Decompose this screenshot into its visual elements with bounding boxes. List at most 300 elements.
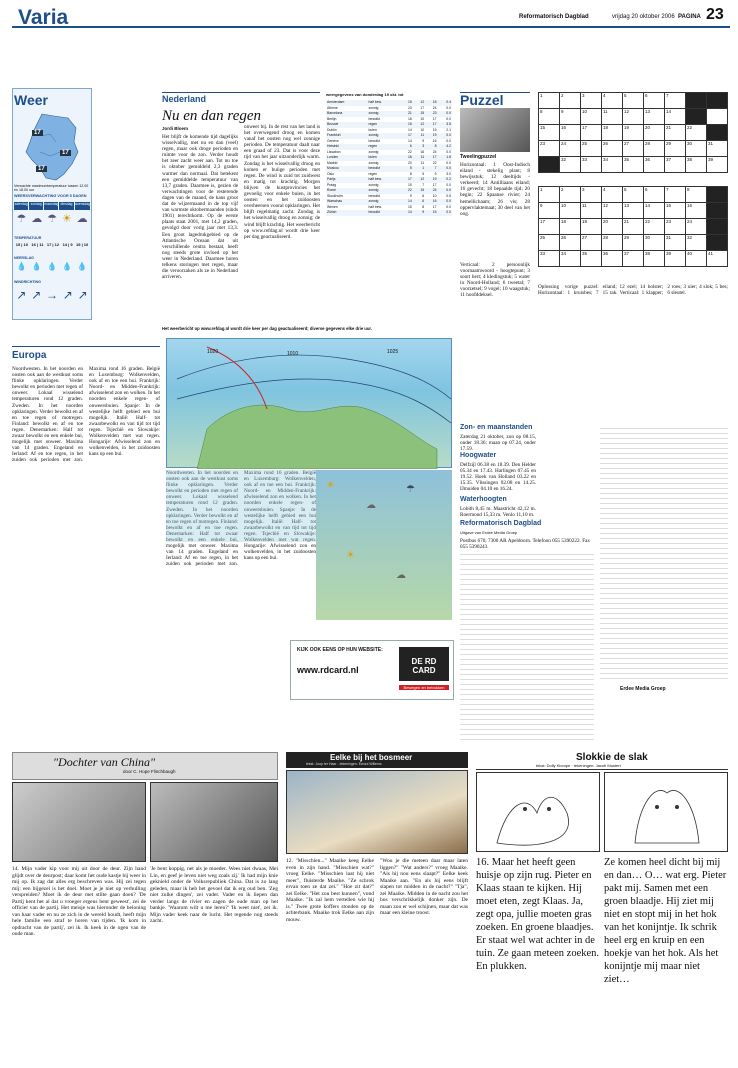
crossword-cell[interactable]: 35 bbox=[623, 157, 644, 173]
crossword-cell[interactable]: 27 bbox=[623, 141, 644, 157]
weer-table-cell: regen bbox=[368, 122, 378, 126]
sun-cloud-icon: ☀ bbox=[61, 213, 72, 225]
crossword-cell[interactable]: 33 bbox=[581, 157, 602, 173]
weer-table-cell: 3 bbox=[422, 144, 425, 148]
weer-table-cell: 7 bbox=[422, 182, 425, 187]
tweeling-title: Tweelingpuzzel bbox=[460, 154, 497, 160]
wind-icons bbox=[14, 288, 90, 303]
weer-table-cell: Oslo bbox=[327, 171, 334, 176]
weer-table-cell: 8 bbox=[409, 171, 412, 176]
colofon-title: Reformatorisch Dagblad bbox=[460, 520, 542, 527]
weer-table-cell: 19 bbox=[432, 177, 437, 181]
crossword-grid-1[interactable] bbox=[538, 92, 728, 173]
weer-table-cell: buien bbox=[368, 127, 377, 132]
weer-table-cell: zonnig bbox=[368, 199, 379, 203]
europe-weather-map bbox=[166, 338, 452, 468]
weer-table-cell: 9 bbox=[422, 210, 425, 214]
crossword-cell[interactable]: 36 bbox=[644, 157, 665, 173]
weer-table-cell: 6 bbox=[422, 199, 425, 203]
weer-table-cell: 15 bbox=[408, 122, 412, 126]
puzzel-photo bbox=[460, 108, 530, 152]
weer-table-cell: Athene bbox=[327, 105, 338, 110]
weer-table-cell: bewolkt bbox=[368, 210, 380, 214]
crossword-cell[interactable]: 2 bbox=[560, 187, 581, 203]
groep-label: Erdee Media Groep bbox=[620, 686, 666, 692]
crossword-cell[interactable]: 4 bbox=[602, 93, 623, 109]
comic3-panel-1 bbox=[476, 772, 600, 852]
crossword-cell[interactable]: 6 bbox=[644, 187, 665, 203]
weer-table-cell: half bew. bbox=[368, 177, 382, 181]
crossword-cell[interactable]: 39 bbox=[665, 251, 686, 267]
weer-table-cell: 18 bbox=[432, 100, 437, 104]
comic3-text-2: Ze komen heel dicht bij mij en dan… O… wat erg. Pieter pakt mij. Samen met een groen blaadje. Hij ziet mij niet en stopt mij in het hok van het konijntje. Ik schrik heel erg en kruip en een hoekje van het hok. Als het konijntje mij maar niet ziet… bbox=[604, 857, 727, 985]
crossword-cell[interactable]: 28 bbox=[644, 141, 665, 157]
crossword-cell[interactable]: 1 bbox=[539, 187, 560, 203]
weer-table-cell: 14 bbox=[408, 138, 412, 143]
weer-table-cell: Genève bbox=[327, 138, 339, 143]
crossword-cell[interactable]: 18 bbox=[560, 219, 581, 235]
crossword-cell[interactable]: 34 bbox=[560, 251, 581, 267]
crossword-cell[interactable]: 23 bbox=[539, 141, 560, 157]
weer-table-cell: Stockholm bbox=[327, 193, 343, 198]
europa-label: Europa bbox=[12, 350, 47, 361]
europa-text: Noordwesten. In het noorden en oosten ook aan de westkust soms flinke opklaringen. Verder bewolkt en perioden met regen of onweer. Lokaal wisselend temperaturen rond 12 graden. Zweden. In het noorden opklaringen. Verder bewolkt en af en toe regen of motregen. Finland: bewolkt en af en toe regen. Denemarken: Half tot zwaar bewolkt en een enkele bui, mogelijk met onweer. Maxima van 14 graden. Engeland en Ierland: Af en toe regen, in het zuiden ook perioden met zon. Maxima rond 16 graden. België en Luxemburg: Wolkenvelden, ook af en toe een bui. Frankrijk: Noord- en Midden-Frankrijk: afwisselend zon en wolken. In het noorden enkele regen- of onweersbuien. Spanje: In de westelijke helft gebied een bui mogelijk. Italië: Half- tot zwaarbewolkt en van tijd tot tijd regen. Tsjechië en Slowakije: Wolkenvelden met wat regen. Hongarije: Afwisselend zon en wolkenvelden, in het zuidoosten kans op een bui. bbox=[12, 366, 160, 464]
nederland-rule bbox=[162, 92, 320, 93]
weer-table-cell: 15 bbox=[408, 182, 412, 187]
weer-table-cell: 10 bbox=[432, 193, 437, 198]
zon-title: Zon- en maanstanden bbox=[460, 424, 533, 431]
maxmin-value: 14 | 9 bbox=[62, 242, 73, 247]
weer-table-cell: 8 bbox=[422, 204, 425, 209]
weer-table-cell: 0.5 bbox=[446, 193, 451, 198]
crossword-cell[interactable]: 27 bbox=[581, 235, 602, 251]
weer-table-cell: bewolkt bbox=[368, 116, 380, 121]
cloud-icon: ☁ bbox=[366, 500, 376, 511]
weer-table-cell: 11 bbox=[420, 133, 425, 137]
crossword-cell[interactable]: 1 bbox=[539, 93, 560, 109]
weer-table-cell: 17 bbox=[432, 204, 437, 209]
weer-table-cell: bewolkt bbox=[368, 193, 380, 198]
crossword-cell[interactable]: 11 bbox=[602, 109, 623, 125]
forecast-day: zondag bbox=[29, 202, 43, 210]
nederland-col1: Het blijft de komende tijd dagelijks wisselvallig, met nu en dan (veel) regen, maar ook droge perioden en ruimte voor de zon. Verder houdt het zeer zacht weer aan. Tot nu toe is oktober gemiddeld 2,3 graden warmer dan normaal. Dat betekent een gemiddelde temperatuur van 13,7 graden. Daarmee is, gezien de verwachtingen voor de resterende dagen van de maand, de kans groot dat de wijzermaand in de top vijf van warmste oktobermaanden (sinds 1901) terechtkomt. Op de eerste plaats staat 2001, met 14,2 graden, gevolgd door vorig jaar met 13,3. Een groot lagedrukgebied op de Atlantische Oceaan dat uit verschillende centra bestaat, heeft nog steeds grote invloed op het weer in Nederland. Daarmee horen telkens storingen met regen, maar die veroorzaken als ze in Nederland arriveren. bbox=[162, 134, 238, 281]
weer-table-cell: Berlijn bbox=[327, 116, 337, 121]
puzzel-verticaal: Verticaal: 2 persoonlijk voornaamwoord - hoogtepunt; 3 soort hert; 4 kledingstuk; 5 water in Noord-Holland; 6 tweetal; 7 voorzetsel; 9 vogel; 10 waagstuk; 11 hoofddeksel. bbox=[460, 262, 530, 299]
weer-table-cell: 0.0 bbox=[446, 105, 451, 110]
crossword-cell[interactable]: 31 bbox=[665, 235, 686, 251]
ad-text: KIJK OOK EENS OP HUN WEBSITE: bbox=[297, 647, 383, 653]
nederland-headline: Nu en dan regen bbox=[162, 108, 262, 124]
crossword-cell[interactable]: 32 bbox=[686, 235, 707, 251]
weer-table-cell: 11 bbox=[420, 160, 425, 165]
map-pressure-label: 1020 bbox=[207, 349, 219, 355]
crossword-cell[interactable]: 6 bbox=[644, 93, 665, 109]
crossword-cell[interactable]: 14 bbox=[665, 109, 686, 125]
weer-table-cell: 16 bbox=[420, 149, 425, 154]
crossword-cell[interactable]: 26 bbox=[602, 141, 623, 157]
weer-table-cell: 0.0 bbox=[446, 111, 451, 115]
crossword-cell[interactable]: 24 bbox=[686, 219, 707, 235]
netherlands-map bbox=[20, 112, 80, 182]
ad-url[interactable]: www.rdcard.nl bbox=[297, 665, 359, 675]
weer-table-cell: regen bbox=[368, 144, 378, 148]
puzzel-oplossing: Oplossing vorige puzzel: Horizontaal: 1 kruisbes; 7 eiland; 12 ezel; 14 bolster; 15 tak. Verticaal: 1 klapper; 2 roes; 3 uier; 4 slok; 5 bes; 6 sleutel. bbox=[538, 284, 728, 297]
crossword-cell[interactable]: 10 bbox=[581, 109, 602, 125]
crossword-cell[interactable]: 12 bbox=[623, 109, 644, 125]
weer-table-cell: 17 bbox=[432, 155, 437, 159]
crossword-cell[interactable]: 21 bbox=[665, 125, 686, 141]
weer-table-cell: Madrid bbox=[327, 160, 338, 165]
weer-table-cell: Zürich bbox=[327, 210, 337, 214]
weer-table-cell: Parijs bbox=[327, 177, 336, 181]
cloud-rain-icon: ☂ bbox=[16, 213, 27, 225]
crossword-cell[interactable]: 4 bbox=[602, 187, 623, 203]
weer-table-cell: 0.0 bbox=[446, 133, 451, 137]
raindrop-icon: 💧 bbox=[31, 262, 42, 271]
crossword-cell[interactable]: 35 bbox=[581, 251, 602, 267]
crossword-cell[interactable]: 38 bbox=[686, 157, 707, 173]
weer-table-cell: 9 bbox=[409, 193, 412, 198]
weer-table-cell: 11 bbox=[420, 155, 425, 159]
crossword-cell[interactable]: 17 bbox=[539, 219, 560, 235]
crossword-cell[interactable]: 28 bbox=[602, 235, 623, 251]
weer-table-cell: 10 bbox=[420, 116, 425, 121]
maxmin-value: 17 | 12 bbox=[46, 242, 60, 247]
weer-table-cell: 3.5 bbox=[446, 122, 451, 126]
crossword-cell[interactable]: 9 bbox=[560, 109, 581, 125]
weer-table-cell: 23 bbox=[408, 105, 412, 110]
weer-table-cell: Praag bbox=[327, 182, 337, 187]
weer-table-cell: zonnig bbox=[368, 188, 379, 192]
ad-brand: DE RD CARD bbox=[399, 647, 449, 681]
europa-text-cont: Noordwesten. In het noorden en oosten ook aan de westkust soms flinke opklaringen. Verder bewolkt en perioden met regen of onweer. Lokaal wisselend temperaturen rond 12 graden. Zweden. In het noorden opklaringen. Verder bewolkt en af en toe regen of motregen. Finland: bewolkt en af en toe regen. Denemarken: Half tot zwaar bewolkt en een enkele bui, mogelijk met onweer. Maxima van 14 graden. Engeland en Ierland: Af en toe regen, in het zuiden ook perioden met zon. Maxima rond 16 graden. België en Luxemburg: Wolkenvelden, ook af en toe een bui. Frankrijk: Noord- en Midden-Frankrijk: afwisselend zon en wolken. In het noorden enkele regen- of onweersbuien. Spanje: In de westelijke helft gebied een bui mogelijk. Italië: Half- tot zwaarbewolkt en van tijd tot tijd regen. Tsjechië en Slowakije: Wolkenvelden met wat regen. Hongarije: Afwisselend zon en wolkenvelden, in het zuidoosten kans op een bui. bbox=[166, 470, 316, 568]
crossword-cell[interactable]: 11 bbox=[581, 203, 602, 219]
crossword-cell[interactable]: 25 bbox=[581, 141, 602, 157]
crossword-cell bbox=[707, 203, 728, 219]
comic2-header bbox=[286, 752, 468, 768]
weer-table-cell: 15 bbox=[408, 100, 412, 104]
crossword-cell[interactable]: 20 bbox=[602, 219, 623, 235]
weer-table-cell: 0.4 bbox=[446, 100, 451, 104]
map-pressure-label: 1025 bbox=[387, 349, 399, 355]
crossword-cell[interactable]: 32 bbox=[560, 157, 581, 173]
puzzel-title: Puzzel bbox=[460, 92, 504, 108]
crossword-cell[interactable]: 20 bbox=[644, 125, 665, 141]
weer-table-cell: 16 bbox=[432, 199, 437, 203]
crossword-cell[interactable]: 37 bbox=[623, 251, 644, 267]
weer-table-cell: 8 bbox=[434, 144, 437, 148]
crossword-cell[interactable]: 30 bbox=[686, 141, 707, 157]
crossword-cell[interactable]: 39 bbox=[707, 157, 728, 173]
forecast-day: woensdag bbox=[75, 202, 90, 210]
raindrop-icon: 💧 bbox=[77, 262, 88, 271]
colofon-subtitle: Uitgave van Erdee Media Groep bbox=[460, 530, 518, 535]
crossword-cell[interactable]: 2 bbox=[560, 93, 581, 109]
crossword-cell[interactable]: 16 bbox=[686, 203, 707, 219]
crossword-cell[interactable]: 16 bbox=[560, 125, 581, 141]
weer-table-cell: 15 bbox=[408, 204, 412, 209]
temp-label-1: 17 bbox=[34, 130, 41, 136]
weer-table-cell: zonnig bbox=[368, 111, 379, 115]
crossword-cell[interactable]: 15 bbox=[665, 203, 686, 219]
weer-table-cell: 0.0 bbox=[446, 210, 451, 214]
comic3-title: Slokkie de slak bbox=[576, 752, 648, 763]
wind-arrow-icon: ↗ bbox=[77, 288, 88, 302]
issue-date: vrijdag 20 oktober 2006 bbox=[612, 14, 675, 20]
weer-table-cell: 19 bbox=[432, 133, 437, 137]
weer-table-cell: 23 bbox=[432, 111, 437, 115]
crossword-cell[interactable]: 22 bbox=[686, 125, 707, 141]
paper-name: Reformatorisch Dagblad bbox=[519, 14, 589, 20]
comic1-text-2: 'Je bent koppig, net als je moeder. Wees niet dwaas, Mei Lin, en geef je leven niet weg zoals zij.' Ik had mijn knie geknield onder de Volksrepubliek China. Dat is zo lang geleden, maar ik heb het gevoel dat ik erg oud ben. 'Zeg niet zulke dingen', zei vader. Vader en ik liepen dan verder langs de rivier en zagen de oude man op het bankje. 'Waarom wilt u me leren?' 'Ik weet niet', zei ik. Mijn vader keek naar de lucht. Het regende nog steeds zacht. bbox=[150, 866, 278, 924]
crossword-cell[interactable]: 17 bbox=[581, 125, 602, 141]
comic2-text-1: 12. "Misschien..." Maaike keeg Eelke even in zijn hand. "Misschien wat?" vroeg Eelke. "Misschien laat hij niet meer", fluisterde Maaike. "Ze schrok ervan toen ze dat zei." "Hoe zit dat?" zei Eelke. "Het zou best kunnen", vond Maaike. "Ik zal hem vertellen wie hij is." Twee grote koffers stonden op de achterbank. Maaike trok Eelke aan zijn mouw. bbox=[286, 858, 374, 923]
crossword-cell[interactable]: 14 bbox=[644, 203, 665, 219]
nederland-label: Nederland bbox=[162, 94, 207, 104]
crossword-grid-2[interactable] bbox=[538, 186, 728, 267]
weer-table-cell: 5 bbox=[422, 171, 425, 176]
temp-label-3: 17 bbox=[38, 166, 45, 172]
weer-table-cell: 2.1 bbox=[446, 127, 451, 132]
crossword-cell[interactable]: 40 bbox=[686, 251, 707, 267]
crossword-cell[interactable]: 30 bbox=[644, 235, 665, 251]
comic1-panel-1 bbox=[12, 782, 146, 862]
weer-table-cell: bewolkt bbox=[368, 166, 380, 170]
weer-table-cell: 0.2 bbox=[446, 177, 451, 181]
comic2-author: tekst: Joop ter Haar - tekeningen: Ewout Willems bbox=[306, 762, 382, 766]
cloud-icon: ☁ bbox=[76, 213, 88, 225]
crossword-cell[interactable] bbox=[707, 109, 728, 125]
crossword-cell bbox=[707, 125, 728, 141]
weer-table-cell: 0.0 bbox=[446, 204, 451, 209]
comic3-author: tekst: Dolly Klompe · tekeningen: Jacob Mostert bbox=[536, 763, 621, 768]
weer-table-cell: 0.0 bbox=[446, 149, 451, 154]
cloud-icon: ☁ bbox=[396, 570, 406, 581]
nederland-col2: onweer bij. In de rest van het land is het overwegend droog en komen vanaf het oosten nog wel zonnige perioden. De temperatuur daalt naar een graad of 23. Dat is voor deze tijd van het jaar uitzonderlijk warm. Zondag is het wisselvallig droog en komen er buiige perioden met regen. De wind is zuid tot zuidwest en matig tot krachtig. Morgen blijven de kustprovincies het gevoelig voor enkele buien, in het oosten en het zuidoosten overheersen vooral opklaringen. Het blijft regelmatig zacht. Zondag is het wisselvallig droog en zonnig; de wind blijft krachtig. Het weerbericht op www.refdag.nl wordt drie keer per dag geactualiseerd. bbox=[244, 124, 320, 240]
hoogwater-title: Hoogwater bbox=[460, 452, 497, 459]
weer-table-cell: Barcelona bbox=[327, 111, 343, 115]
weer-table-cell: 12 bbox=[420, 122, 425, 126]
comic3-header bbox=[476, 752, 728, 770]
weer-table-cell: 24 bbox=[432, 188, 437, 192]
weer-table-cell: 17 bbox=[420, 105, 425, 110]
crossword-cell[interactable]: 3 bbox=[581, 93, 602, 109]
forecast-icons bbox=[14, 212, 90, 232]
crossword-cell bbox=[707, 187, 728, 203]
crossword-cell[interactable]: 10 bbox=[560, 203, 581, 219]
weer-table-cell: Warschau bbox=[327, 199, 343, 203]
zon-text: Zaterdag 21 oktober, zon op 08.15, onder 18.36; maan op 07.24, onder 17.59. bbox=[460, 434, 536, 453]
crossword-cell[interactable]: 29 bbox=[623, 235, 644, 251]
crossword-cell[interactable]: 33 bbox=[539, 251, 560, 267]
weer-table-cell: half bew. bbox=[368, 100, 382, 104]
waterhoogten-text: Lobith 8,45 m. Maastricht 42,12 m. Roermond 15,33 m. Venlo 11,10 m. bbox=[460, 506, 536, 519]
comic1-header bbox=[12, 752, 278, 780]
ad-tag: Bewegen en betrokken bbox=[399, 685, 449, 690]
weer-table-cell: 5 bbox=[409, 166, 412, 170]
crossword-cell[interactable]: 38 bbox=[644, 251, 665, 267]
weer-table-cell: 15 bbox=[420, 188, 425, 192]
comic3-text-1: 16. Maar het heeft geen huisje op zijn rug. Pieter en Klaas staan te kijken. Hij moet eten, zegt Klaas. Ja, zegt opa, jullie moeten gras zoeken. En groene blaadjes. Er staat wel wat achter in de tuin. Ze gaan meteen zoeken. En plukken. bbox=[476, 857, 600, 972]
crossword-cell bbox=[707, 93, 728, 109]
forecast-day: dinsdag bbox=[59, 202, 73, 210]
weer-table-cell: 1 bbox=[422, 166, 425, 170]
puzzel-horizontaal: Horizontaal: 1 Oost-Indisch eiland - stekelig plant; 8 bewijsstuk; 12 deeltijds - verkeerd; 14 Antilliaans eiland; 16 gevecht; 18 bepaalde tijd; 20 begin; 22 Spaanse rivier; 24 hemellichaam; 26 vis; 28 oppervlaktemaat; 30 deel van het oog. bbox=[460, 162, 530, 217]
weer-table-cell: Lissabon bbox=[327, 149, 341, 154]
weer-table-cell: zonnig bbox=[368, 182, 379, 187]
weer-table-cell: 14 bbox=[408, 127, 412, 132]
weer-table-cell: 24 bbox=[432, 105, 437, 110]
map-pressure-label: 1010 bbox=[287, 351, 299, 357]
colofon-lines bbox=[460, 550, 594, 740]
weer-table-cell: 0.0 bbox=[446, 160, 451, 165]
weer-table-cell: 17 bbox=[432, 182, 437, 187]
crossword-cell[interactable]: 7 bbox=[665, 187, 686, 203]
comic1-title: "Dochter van China" bbox=[53, 755, 156, 769]
crossword-cell[interactable]: 7 bbox=[665, 93, 686, 109]
crossword-cell[interactable]: 19 bbox=[581, 219, 602, 235]
weer-table-cell: 22 bbox=[408, 149, 412, 154]
crossword-cell[interactable]: 22 bbox=[644, 219, 665, 235]
crossword-cell[interactable]: 25 bbox=[539, 235, 560, 251]
comic1-panel-2 bbox=[150, 782, 278, 862]
crossword-cell[interactable]: 36 bbox=[602, 251, 623, 267]
temp-label-2: 17 bbox=[62, 150, 69, 156]
weer-table-cell: 12 bbox=[420, 100, 425, 104]
crossword-cell[interactable]: 15 bbox=[539, 125, 560, 141]
weer-table-cell: 16 bbox=[432, 138, 437, 143]
crossword-cell[interactable]: 29 bbox=[665, 141, 686, 157]
maxmin-value: 15 | 10 bbox=[76, 242, 89, 247]
weer-table-cell: 16 bbox=[408, 116, 412, 121]
weertable-title: weergegevens van donderdag 19 okt. tot bbox=[326, 92, 404, 97]
rain-icons bbox=[14, 262, 90, 271]
crossword-cell[interactable]: 13 bbox=[623, 203, 644, 219]
crossword-cell[interactable]: 18 bbox=[602, 125, 623, 141]
forecast-day: maandag bbox=[44, 202, 58, 210]
forecast-title: WEERSVERWACHTING VOOR 5 DAGEN bbox=[14, 194, 87, 198]
weer-table-cell: 15 bbox=[432, 127, 437, 132]
rain-row-label: NEERSLAG bbox=[14, 256, 34, 260]
raindrop-icon: 💧 bbox=[46, 262, 57, 271]
weer-table-cell: bewolkt bbox=[368, 138, 380, 143]
weer-table-cell: buien bbox=[368, 155, 377, 159]
weer-table-cell: 17 bbox=[432, 122, 437, 126]
weer-table-cell: 0.0 bbox=[446, 116, 451, 121]
crossword-cell[interactable]: 23 bbox=[665, 219, 686, 235]
crossword-cell[interactable]: 5 bbox=[623, 187, 644, 203]
crossword-cell[interactable]: 26 bbox=[560, 235, 581, 251]
weer-title: Weer bbox=[14, 92, 48, 108]
weer-table-cell: 3.0 bbox=[446, 171, 451, 176]
crossword-cell[interactable]: 34 bbox=[602, 157, 623, 173]
weer-table-cell: 17 bbox=[432, 116, 437, 121]
weer-table-cell: 0.0 bbox=[446, 199, 451, 203]
weer-table-cell: Wenen bbox=[327, 204, 338, 209]
nederland-footer: Het weerbericht op www.refdag.nl wordt drie keer per dag geactualiseerd; diverse gegevens elke drie uur. bbox=[162, 326, 372, 331]
weer-table-cell: 22 bbox=[408, 188, 412, 192]
weer-table-cell: 24 bbox=[432, 149, 437, 154]
temp-row-label: TEMPERATUUR bbox=[14, 236, 42, 240]
weer-table-cell: Brussel bbox=[327, 122, 339, 126]
weer-table-cell: 10 bbox=[420, 127, 425, 132]
comic1-text-1: 14. Mijn vader kip voor mij uit door de deur. Zijn hand glijdt over de deurpost; daar komt het oude kastje bij weer in mij op. Ik zag dat alles erg beschreven was. Hij zei tegen mij: een bijgezel is het doel. Moet je je niet op verhulling verspreiden? Moet ik de deur met stilte gaan doen? 'De Partij kent het al dat u vroeger ergens bent geweest', zei de officier van de partij. Het meisje was hieronder de beloning van haar vader en nu ze zich in de wereld houdt, heeft mijn hele familie een straf te horen van tijden. 'Ik kom in opdracht van de partij', zei ik. Ik keek in de ogen van de oude man. bbox=[12, 866, 146, 937]
wind-arrow-icon: → bbox=[46, 288, 58, 302]
rdcard-ad[interactable] bbox=[290, 640, 454, 700]
weer-table-cell: Frankfurt bbox=[327, 133, 341, 137]
wind-arrow-icon: ↗ bbox=[31, 288, 42, 302]
sun-icon: ☀ bbox=[326, 480, 335, 491]
weer-table-cell: 0.0 bbox=[446, 166, 451, 170]
crossword-cell[interactable]: 21 bbox=[623, 219, 644, 235]
crossword-cell[interactable]: 8 bbox=[539, 109, 560, 125]
hoogwater-text: Delfzijl 06.38 en 18.39. Den Helder 05.34 en 17.43. Harlingen 07.45 en 19.52. Hoek van Holland 03.22 en 15.35. Vlissingen 02.08 en 14.25. IJmuiden 04.10 en 16.24. bbox=[460, 462, 536, 492]
weer-table bbox=[326, 100, 452, 216]
crossword-cell bbox=[707, 235, 728, 251]
crossword-cell[interactable]: 31 bbox=[707, 141, 728, 157]
weer-table-cell: 15 bbox=[420, 111, 425, 115]
cloud-icon: ☁ bbox=[31, 213, 43, 225]
colofon-address: Postbus 670, 7300 AR Apeldoorn. Telefoon 055 5390222. Fax 055 5390243. bbox=[460, 538, 590, 551]
weer-table-cell: zonnig bbox=[368, 160, 379, 165]
crossword-cell bbox=[686, 109, 707, 125]
wind-arrow-icon: ↗ bbox=[16, 288, 27, 302]
crossword-cell[interactable]: 9 bbox=[539, 203, 560, 219]
weer-table-cell: 20 bbox=[408, 160, 412, 165]
weer-table-cell: 14 bbox=[408, 210, 412, 214]
section-title: Varia bbox=[18, 6, 69, 29]
crossword-cell[interactable]: 5 bbox=[623, 93, 644, 109]
crossword-cell[interactable]: 24 bbox=[560, 141, 581, 157]
weer-table-cell: 17 bbox=[408, 133, 412, 137]
crossword-cell[interactable]: 19 bbox=[623, 125, 644, 141]
weer-table-cell: zonnig bbox=[368, 149, 379, 154]
weer-table-cell: zonnig bbox=[368, 105, 379, 110]
page-number: 23 bbox=[706, 6, 724, 23]
crossword-cell[interactable]: 37 bbox=[665, 157, 686, 173]
comic2-panel-1 bbox=[286, 770, 468, 854]
weer-table-cell: 6 bbox=[422, 193, 425, 198]
weer-table-cell: 12 bbox=[420, 177, 425, 181]
comic2-title: Eelke bij het bosmeer bbox=[330, 753, 413, 762]
colofon-lines-right bbox=[600, 424, 728, 680]
crossword-cell[interactable]: 8 bbox=[686, 187, 707, 203]
temp-caption: Verwachte maximumtemperatuur tussen 12.00 en 18.00 uur bbox=[14, 184, 89, 193]
weer-table-cell: 22 bbox=[432, 160, 437, 165]
weer-table-cell: Londen bbox=[327, 155, 339, 159]
crossword-cell[interactable]: 3 bbox=[581, 187, 602, 203]
forecast-day: zaterdag bbox=[14, 202, 28, 210]
maxmin-value: 16 | 11 bbox=[31, 242, 44, 247]
crossword-cell[interactable]: 13 bbox=[644, 109, 665, 125]
weer-table-cell: 6 bbox=[409, 144, 412, 148]
weer-table-cell: 9 bbox=[422, 138, 425, 143]
weer-table-cell: half bew. bbox=[368, 204, 382, 209]
crossword-cell[interactable]: 41 bbox=[707, 251, 728, 267]
weer-table-cell: 7 bbox=[434, 166, 437, 170]
weer-table-cell: 21 bbox=[408, 111, 412, 115]
weer-table-cell: Moskou bbox=[327, 166, 339, 170]
weer-table-cell: Dublin bbox=[327, 127, 337, 132]
wind-row-label: WINDRICHTING bbox=[14, 280, 41, 284]
forecast-maxmin bbox=[14, 242, 90, 247]
pagina-label: PAGINA bbox=[678, 14, 701, 20]
comic1-author: door C. Hope Flinchbaugh bbox=[123, 769, 176, 774]
forecast-days bbox=[14, 202, 90, 210]
crossword-cell[interactable]: 12 bbox=[602, 203, 623, 219]
weer-table-cell: 0.0 bbox=[446, 188, 451, 192]
crossword-cell bbox=[686, 93, 707, 109]
